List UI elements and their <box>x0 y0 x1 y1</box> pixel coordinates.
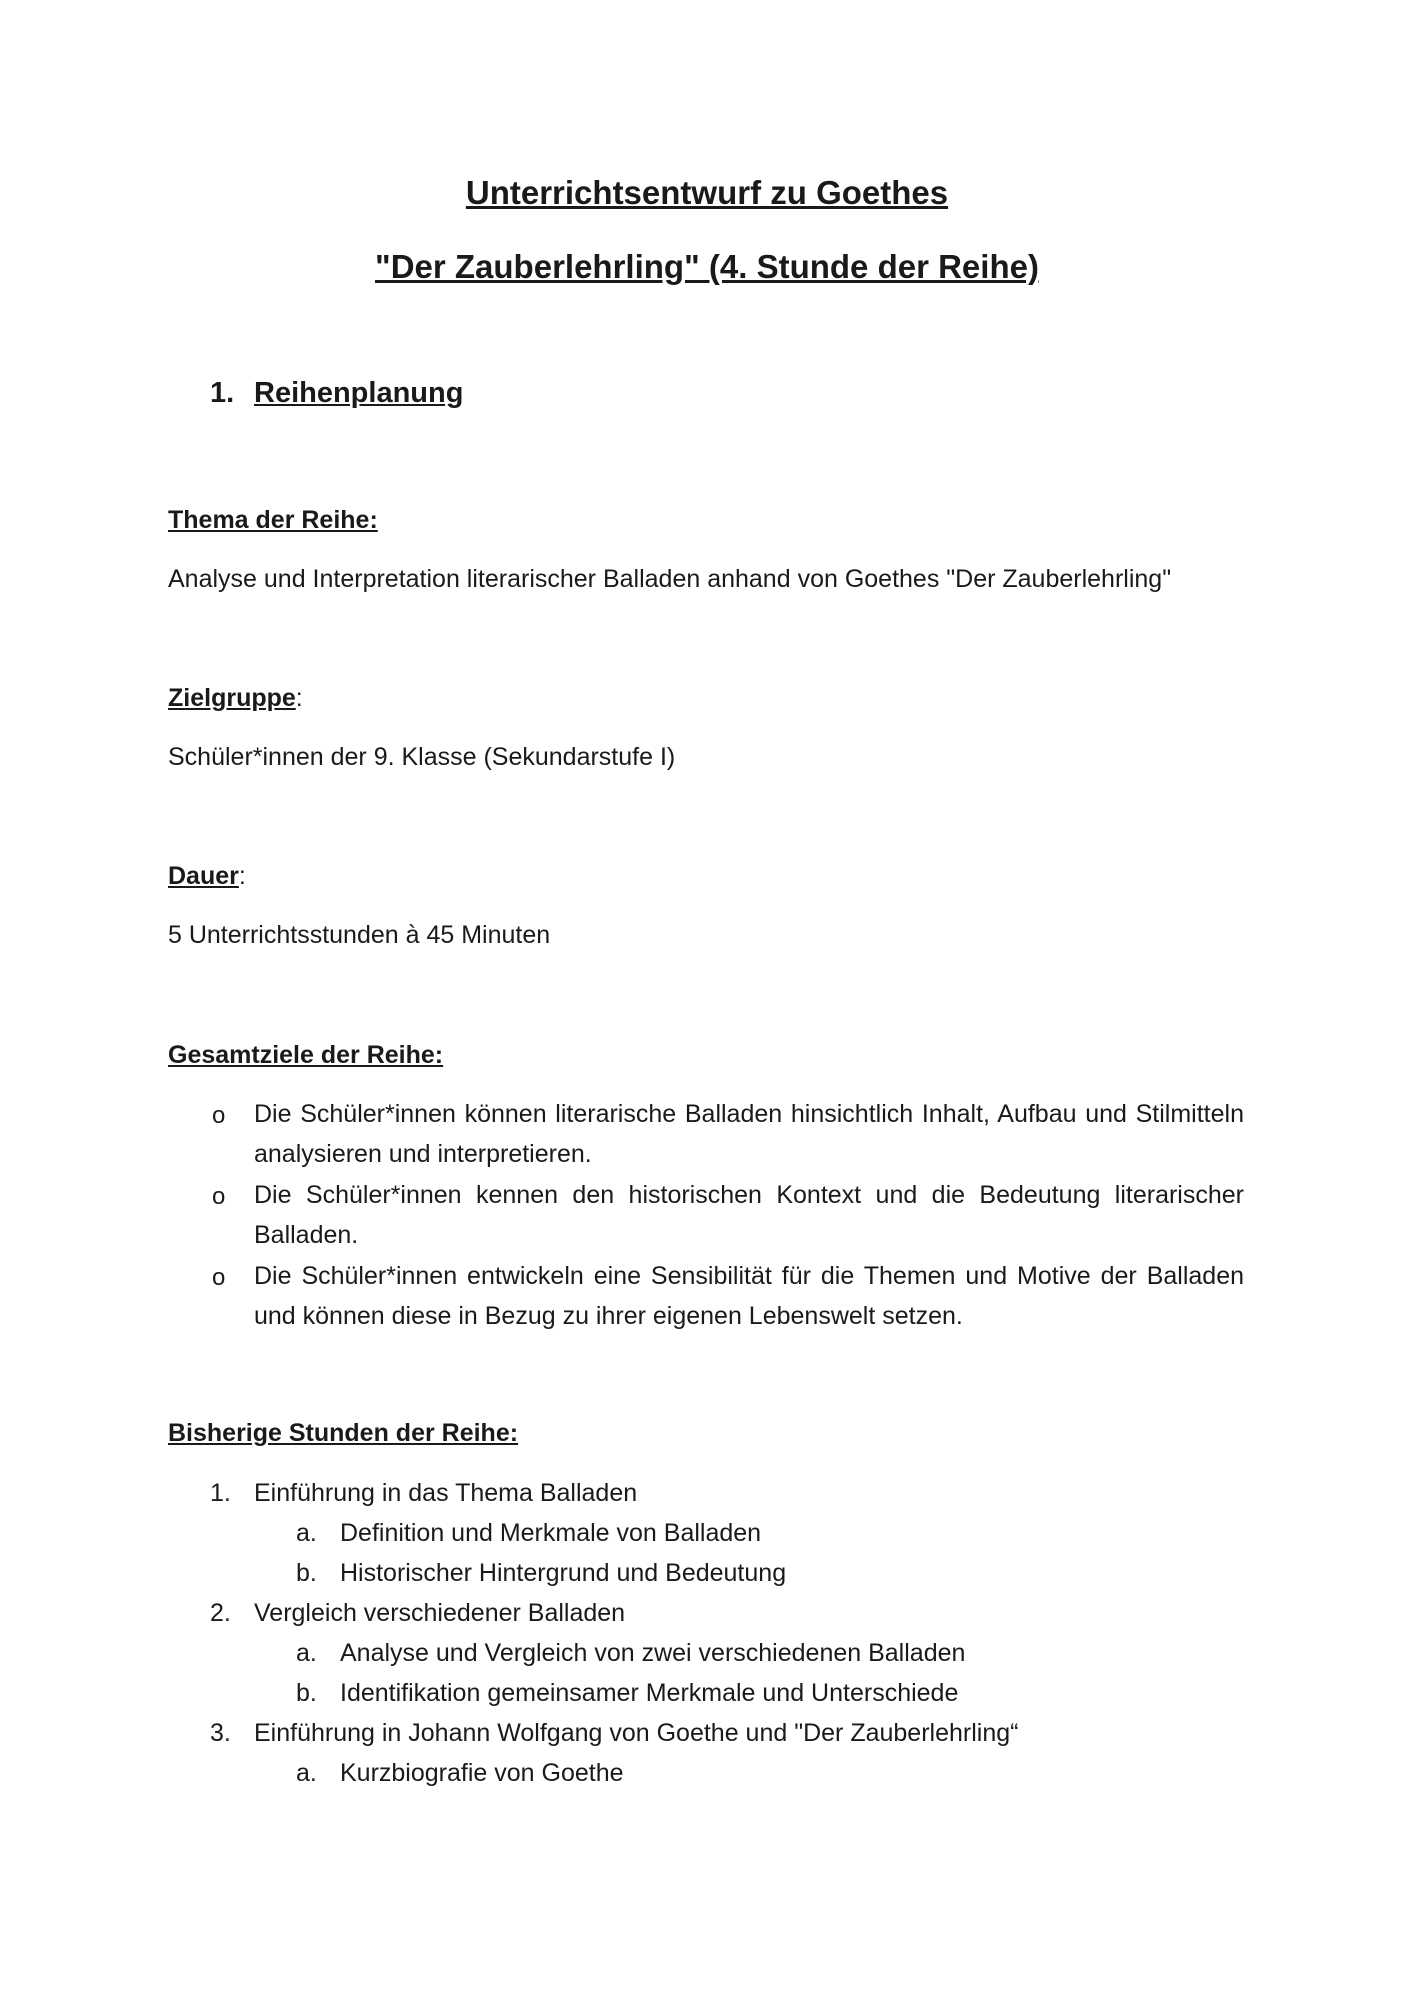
thema-text: Analyse und Interpretation literarischer Balladen anhand von Goethes "Der Zauberlehrling" <box>168 565 1172 593</box>
zielgruppe-text: Schüler*innen der 9. Klasse (Sekundarstufe I) <box>168 743 676 771</box>
section-heading: Reihenplanung <box>254 377 464 409</box>
sublist-letter: a. <box>296 1639 317 1667</box>
sublist-letter: a. <box>296 1519 317 1547</box>
dauer-text: 5 Unterrichtsstunden à 45 Minuten <box>168 921 551 949</box>
list-bullet: o <box>212 1264 226 1291</box>
zielgruppe-colon: : <box>295 684 303 712</box>
list-bullet: o <box>212 1102 226 1129</box>
bisherige-item-1: Einführung in das Thema Balladen <box>254 1479 638 1507</box>
bisherige-label-row <box>168 1417 518 1449</box>
gesamtziele-label: Gesamtziele der Reihe: <box>168 1041 444 1069</box>
bisherige-item-3: Einführung in Johann Wolfgang von Goethe und "Der Zauberlehrling“ <box>254 1719 1019 1747</box>
bisherige-item-3a: Kurzbiografie von Goethe <box>340 1759 624 1787</box>
bisherige-item-1b: Historischer Hintergrund und Bedeutung <box>340 1559 787 1587</box>
list-bullet: o <box>212 1183 226 1210</box>
document-title-line-1: Unterrichtsentwurf zu Goethes <box>465 174 949 211</box>
section-number: 1. <box>210 377 235 409</box>
list-number: 1. <box>210 1479 231 1507</box>
list-number: 3. <box>210 1719 231 1747</box>
zielgruppe-label-row <box>168 682 303 714</box>
gesamtziele-label-row <box>168 1039 443 1071</box>
sublist-letter: b. <box>296 1559 317 1587</box>
thema-label-row <box>168 504 378 536</box>
dauer-label-row <box>168 860 246 892</box>
bisherige-item-2b: Identifikation gemeinsamer Merkmale und Unterschiede <box>340 1679 959 1707</box>
bisherige-item-2: Vergleich verschiedener Balladen <box>254 1599 626 1627</box>
zielgruppe-label: Zielgruppe <box>168 684 296 712</box>
gesamtziele-item-1: Die Schüler*innen können literarische Balladen hinsichtlich Inhalt, Aufbau und Stilmitteln analysieren und interpretieren. <box>254 1100 1244 1168</box>
gesamtziele-item-2: Die Schüler*innen kennen den historischen Kontext und die Bedeutung literarischer Balladen. <box>254 1181 1244 1249</box>
sublist-letter: b. <box>296 1679 317 1707</box>
list-number: 2. <box>210 1599 231 1627</box>
sublist-letter: a. <box>296 1759 317 1787</box>
document-title-line-2: "Der Zauberlehrling" (4. Stunde der Reihe) <box>375 248 1039 285</box>
bisherige-label: Bisherige Stunden der Reihe: <box>168 1419 519 1447</box>
gesamtziele-item-3: Die Schüler*innen entwickeln eine Sensibilität für die Themen und Motive der Balladen und können diese in Bezug zu ihrer eigenen Lebenswelt setzen. <box>254 1262 1244 1330</box>
thema-label: Thema der Reihe: <box>168 506 378 534</box>
dauer-label: Dauer <box>168 862 239 890</box>
bisherige-item-2a: Analyse und Vergleich von zwei verschiedenen Balladen <box>340 1639 966 1667</box>
bisherige-item-1a: Definition und Merkmale von Balladen <box>340 1519 762 1547</box>
dauer-colon: : <box>238 862 246 890</box>
